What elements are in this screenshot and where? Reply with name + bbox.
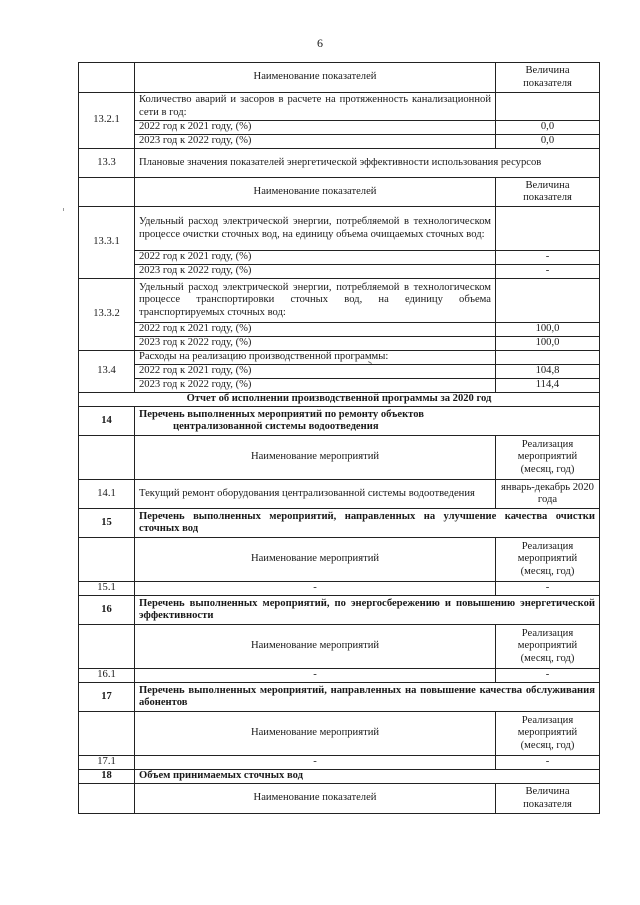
table-header-row (79, 63, 600, 93)
header-indicator: Наименование показателей (135, 178, 496, 207)
value-2022: - (496, 251, 600, 265)
table-row (79, 669, 600, 683)
table-row (79, 480, 600, 509)
section-number: 15 (79, 509, 135, 538)
header-indicator: Наименование показателей (135, 784, 496, 814)
table-row (79, 323, 600, 337)
year-label-2022: 2022 год к 2021 году, (%) (135, 121, 496, 135)
empty-cell (496, 93, 600, 121)
section-number: 18 (79, 770, 135, 784)
section-row (79, 407, 600, 436)
section-number: 14 (79, 407, 135, 436)
row-text: - (135, 669, 496, 683)
section-title-line: централизованной системы водоотведения (173, 421, 379, 432)
row-number: 16.1 (79, 669, 135, 683)
value-2023: 100,0 (496, 337, 600, 351)
row-number: 13.3 (79, 149, 135, 178)
year-label-2023: 2023 год к 2022 году, (%) (135, 135, 496, 149)
empty-cell (79, 178, 135, 207)
section-row (79, 509, 600, 538)
row-value: январь-декабрь 2020 года (496, 480, 600, 509)
table-row (79, 121, 600, 135)
page-number: 6 (317, 36, 323, 50)
header-value: Величина показателя (496, 784, 600, 814)
section-title: Объем принимаемых сточных вод (135, 770, 600, 784)
year-label-2022: 2022 год к 2021 году, (%) (135, 251, 496, 265)
empty-cell (496, 279, 600, 323)
header-activity: Наименование мероприятий (135, 712, 496, 756)
table-header-row (79, 178, 600, 207)
section-number: 16 (79, 596, 135, 625)
header-activity: Наименование мероприятий (135, 625, 496, 669)
year-label-2023: 2023 год к 2022 году, (%) (135, 379, 496, 393)
table-row (79, 365, 600, 379)
value-2023: 0,0 (496, 135, 600, 149)
header-activity: Наименование мероприятий (135, 538, 496, 582)
value-2022: 104,8 (496, 365, 600, 379)
header-activity: Наименование мероприятий (135, 436, 496, 480)
table-header-row (79, 538, 600, 582)
header-indicator: Наименование показателей (135, 63, 496, 93)
table-header-row (79, 784, 600, 814)
empty-cell (79, 712, 135, 756)
table-row (79, 379, 600, 393)
report-title: Отчет об исполнении производственной программы за 2020 год (79, 393, 600, 407)
table-row (79, 337, 600, 351)
year-label-2023: 2023 год к 2022 году, (%) (135, 337, 496, 351)
empty-cell (79, 538, 135, 582)
row-number: 13.3.2 (79, 279, 135, 351)
table-row (79, 351, 600, 365)
row-number: 14.1 (79, 480, 135, 509)
header-value: Величина показателя (496, 178, 600, 207)
row-text: Количество аварий и засоров в расчете на протяженность канализационной сети в год: (135, 93, 496, 121)
value-2022: 0,0 (496, 121, 600, 135)
row-text: - (135, 582, 496, 596)
row-number: 17.1 (79, 756, 135, 770)
value-2023: 114,4 (496, 379, 600, 393)
section-title: Перечень выполненных мероприятий, по энергосбережению и повышению энергетической эффективности (135, 596, 600, 625)
row-value: - (496, 669, 600, 683)
year-label-2022: 2022 год к 2021 году, (%) (135, 323, 496, 337)
table-row (79, 279, 600, 323)
table-row (79, 251, 600, 265)
section-row (79, 683, 600, 712)
table-row (79, 93, 600, 121)
value-2023: - (496, 265, 600, 279)
row-number: 15.1 (79, 582, 135, 596)
section-number: 17 (79, 683, 135, 712)
empty-cell (496, 207, 600, 251)
row-value: - (496, 756, 600, 770)
empty-cell (79, 436, 135, 480)
empty-cell (79, 784, 135, 814)
year-label-2023: 2023 год к 2022 году, (%) (135, 265, 496, 279)
table-row (79, 135, 600, 149)
table-header-row (79, 625, 600, 669)
row-text: Удельный расход электрической энергии, потребляемой в технологическом процессе очистки сточных вод, на единицу объема очищаемых сточных вод: (135, 207, 496, 251)
section-title (135, 407, 600, 436)
header-realization: Реализация мероприятий (месяц, год) (496, 538, 600, 582)
header-realization: Реализация мероприятий (месяц, год) (496, 712, 600, 756)
table-row (79, 582, 600, 596)
value-2022: 100,0 (496, 323, 600, 337)
section-title-row (79, 393, 600, 407)
empty-cell (496, 351, 600, 365)
header-realization: Реализация мероприятий (месяц, год) (496, 436, 600, 480)
table-row (79, 265, 600, 279)
table-row (79, 149, 600, 178)
row-number: 13.4 (79, 351, 135, 393)
header-realization: Реализация мероприятий (месяц, год) (496, 625, 600, 669)
section-title: Перечень выполненных мероприятий, направленных на повышение качества обслуживания абонентов (135, 683, 600, 712)
year-label-2022: 2022 год к 2021 году, (%) (135, 365, 496, 379)
table-row (79, 207, 600, 251)
section-row (79, 596, 600, 625)
empty-cell (79, 63, 135, 93)
header-value: Величина показателя (496, 63, 600, 93)
indicators-table (78, 62, 600, 814)
table-header-row (79, 712, 600, 756)
row-number: 13.2.1 (79, 93, 135, 149)
section-title: Перечень выполненных мероприятий, направленных на улучшение качества очистки сточных вод (135, 509, 600, 538)
scan-mark (63, 208, 64, 211)
row-text: Текущий ремонт оборудования централизованной системы водоотведения (135, 480, 496, 509)
table-header-row (79, 436, 600, 480)
row-text: Расходы на реализацию производственной программы: (135, 351, 496, 365)
row-text: Удельный расход электрической энергии, потребляемой в технологическом процессе транспортировки сточных вод, на единицу объема транспортируемых сточных вод: (135, 279, 496, 323)
row-value: - (496, 582, 600, 596)
section-title-line: Перечень выполненных мероприятий по ремонту объектов (139, 408, 424, 420)
row-text: Плановые значения показателей энергетической эффективности использования ресурсов (135, 149, 600, 178)
empty-cell (79, 625, 135, 669)
table-row (79, 756, 600, 770)
section-row (79, 770, 600, 784)
row-number: 13.3.1 (79, 207, 135, 279)
row-text: - (135, 756, 496, 770)
